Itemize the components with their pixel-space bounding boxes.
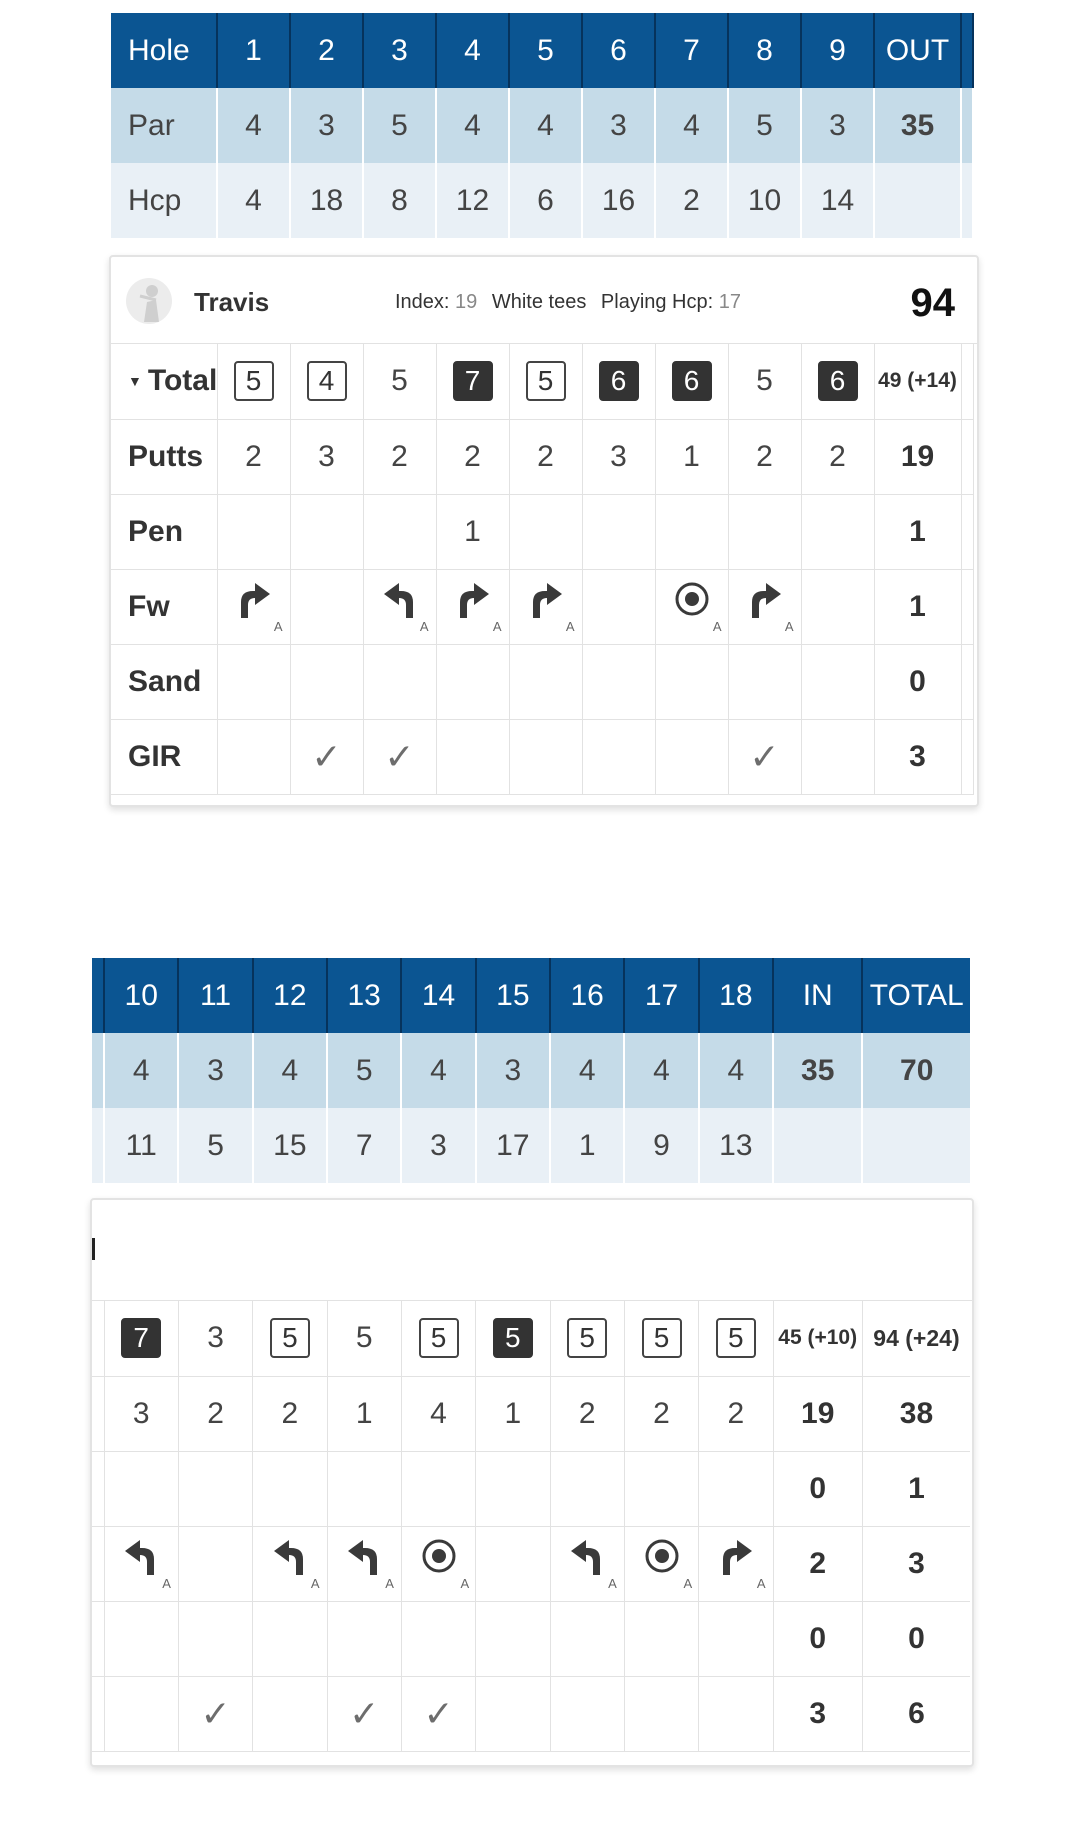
hcp-value: 9 [624, 1108, 698, 1183]
total-label: TOTAL [862, 958, 970, 1033]
player-header-back[interactable] [92, 1200, 972, 1301]
fw-row [92, 1526, 970, 1601]
fw-label: Fw [111, 569, 217, 644]
putts-value: 2 [436, 419, 509, 494]
fairway-miss-left-icon [273, 1537, 307, 1575]
pen-grand-total: 1 [862, 1451, 970, 1526]
putts-value: 2 [699, 1376, 773, 1451]
gir-grand-total: 6 [862, 1676, 970, 1751]
gir-in-total: 3 [773, 1676, 862, 1751]
cell-edge [961, 88, 973, 163]
score-cell[interactable] [728, 344, 801, 419]
gir-cell [178, 1676, 252, 1751]
fairway-subscript: A [756, 1575, 766, 1591]
pen-value [728, 494, 801, 569]
pen-value [801, 494, 874, 569]
score-value: 4 [307, 361, 347, 401]
putts-value: 2 [728, 419, 801, 494]
par-value: 4 [104, 1033, 178, 1108]
score-value: 5 [567, 1318, 607, 1358]
par-value: 4 [509, 88, 582, 163]
fairway-miss-right-icon [456, 580, 490, 618]
checkmark-icon: ✓ [384, 735, 415, 777]
fw-row [111, 569, 973, 644]
score-out-total: 49 (+14) [874, 344, 961, 419]
hcp-value: 13 [699, 1108, 773, 1183]
pen-value [509, 494, 582, 569]
fw-grand-total: 3 [862, 1526, 970, 1601]
checkmark-icon: ✓ [200, 1692, 231, 1734]
fairway-subscript: A [460, 1575, 470, 1591]
hole-number: 12 [253, 958, 327, 1033]
par-value: 4 [699, 1033, 773, 1108]
fairway-cell [509, 569, 582, 644]
hcp-value: 14 [801, 163, 874, 238]
putts-in-total: 19 [773, 1376, 862, 1451]
hcp-value: 15 [253, 1108, 327, 1183]
putts-value: 2 [217, 419, 290, 494]
hole-number: 1 [217, 13, 290, 88]
fairway-miss-left-icon [383, 580, 417, 618]
hcp-value: 18 [290, 163, 363, 238]
fairway-cell [550, 1526, 624, 1601]
sand-label: Sand [111, 644, 217, 719]
player-card-back [90, 1198, 974, 1767]
hcp-value: 5 [178, 1108, 252, 1183]
score-cell[interactable] [550, 1301, 624, 1376]
pen-value [290, 494, 363, 569]
player-name: Travis [194, 287, 270, 317]
putts-value: 3 [582, 419, 655, 494]
par-value: 4 [436, 88, 509, 163]
hcp-in-empty [773, 1108, 862, 1183]
fairway-cell [327, 1526, 401, 1601]
cell-edge [961, 344, 973, 419]
cell-edge [92, 1033, 104, 1108]
sand-row [111, 644, 973, 719]
hole-number: 13 [327, 958, 401, 1033]
score-cell[interactable] [178, 1301, 252, 1376]
pen-value [655, 494, 728, 569]
total-label: Total [147, 364, 218, 398]
fairway-cell [655, 569, 728, 644]
pen-value [363, 494, 436, 569]
gir-row [111, 719, 973, 794]
putts-grand-total: 38 [862, 1376, 970, 1451]
checkmark-icon: ✓ [349, 1692, 380, 1734]
fairway-subscript: A [565, 618, 575, 634]
cell-edge [92, 1301, 104, 1376]
hcp-value: 8 [363, 163, 436, 238]
score-in-total: 45 (+10) [773, 1301, 862, 1376]
putts-value: 2 [801, 419, 874, 494]
hcp-value: 2 [655, 163, 728, 238]
player-avatar [126, 278, 172, 324]
score-value: 5 [526, 361, 566, 401]
fairway-subscript: A [162, 1575, 171, 1591]
fairway-cell [436, 569, 509, 644]
putts-value: 2 [178, 1376, 252, 1451]
score-cell[interactable] [624, 1301, 698, 1376]
fairway-cell [624, 1526, 698, 1601]
putts-row [92, 1376, 970, 1451]
putts-value: 2 [624, 1376, 698, 1451]
hole-number: 10 [104, 958, 178, 1033]
fairway-cell [217, 569, 290, 644]
par-label: Par [111, 88, 217, 163]
fairway-miss-left-icon [570, 1537, 604, 1575]
index-value: 19 [455, 291, 478, 313]
hcp-value: 6 [509, 163, 582, 238]
player-header[interactable] [111, 257, 977, 344]
hole-number: 8 [728, 13, 801, 88]
cell-edge [961, 494, 973, 569]
cell-edge [92, 1526, 104, 1601]
score-value: 5 [642, 1318, 682, 1358]
fairway-subscript: A [273, 618, 283, 634]
gir-cell [401, 1676, 475, 1751]
hole-number: 14 [401, 958, 475, 1033]
score-value: 5 [716, 1318, 756, 1358]
score-value: 6 [599, 361, 639, 401]
score-value: 3 [207, 1321, 224, 1355]
cell-edge [961, 719, 973, 794]
hcp-value: 7 [327, 1108, 401, 1183]
putts-value: 2 [550, 1376, 624, 1451]
back-stats-table [92, 1301, 970, 1752]
playing-hcp-value: 17 [718, 291, 741, 313]
score-cell[interactable] [801, 344, 874, 419]
fairway-subscript: A [419, 618, 429, 634]
cut-off-glyph [92, 1238, 95, 1260]
par-row [92, 1033, 970, 1108]
putts-value: 2 [253, 1376, 327, 1451]
back-nine-info-table [92, 958, 970, 1183]
score-cell[interactable] [436, 344, 509, 419]
putts-row [111, 419, 973, 494]
cell-edge [92, 1108, 104, 1183]
hole-number: 11 [178, 958, 252, 1033]
fairway-hit-target-icon [644, 1538, 680, 1574]
tees-label: White tees [491, 291, 587, 313]
hole-number: 2 [290, 13, 363, 88]
cell-edge [961, 644, 973, 719]
pen-value [217, 494, 290, 569]
hole-row [111, 13, 973, 88]
pen-in-total: 0 [773, 1451, 862, 1526]
fairway-cell [104, 1526, 178, 1601]
hcp-value: 10 [728, 163, 801, 238]
score-value: 6 [672, 361, 712, 401]
par-grand-total: 70 [862, 1033, 970, 1108]
par-out-total: 35 [874, 88, 961, 163]
gir-out-total: 3 [874, 719, 961, 794]
total-row [92, 1301, 970, 1376]
index-label: Index: [395, 291, 450, 313]
score-cell[interactable] [582, 344, 655, 419]
score-value: 5 [355, 1321, 373, 1355]
fairway-subscript: A [683, 1575, 693, 1591]
hole-row [92, 958, 970, 1033]
par-value: 4 [550, 1033, 624, 1108]
hole-number: 18 [699, 958, 773, 1033]
fairway-miss-right-icon [237, 580, 271, 618]
gir-cell [290, 719, 363, 794]
hole-number: 17 [624, 958, 698, 1033]
cell-edge [961, 163, 973, 238]
sand-row [92, 1601, 970, 1676]
golfer-icon [126, 278, 172, 324]
hcp-value: 11 [104, 1108, 178, 1183]
hcp-value: 17 [476, 1108, 550, 1183]
fairway-cell [699, 1526, 773, 1601]
fairway-subscript: A [712, 618, 722, 634]
par-value: 4 [401, 1033, 475, 1108]
in-label: IN [773, 958, 862, 1033]
pen-row [92, 1451, 970, 1526]
cell-edge [92, 1676, 104, 1751]
cell-edge [961, 569, 973, 644]
pen-value [582, 494, 655, 569]
cell-edge [92, 1376, 104, 1451]
cell-edge [92, 1601, 104, 1676]
par-value: 3 [290, 88, 363, 163]
score-cell[interactable] [253, 1301, 327, 1376]
gir-cell [327, 1676, 401, 1751]
putts-label: Putts [111, 419, 217, 494]
out-label: OUT [874, 13, 961, 88]
par-value: 3 [476, 1033, 550, 1108]
front-nine-info-table [111, 13, 974, 238]
sand-in-total: 0 [773, 1601, 862, 1676]
pen-out-total: 1 [874, 494, 961, 569]
fairway-subscript: A [385, 1575, 394, 1591]
par-value: 3 [801, 88, 874, 163]
sand-grand-total: 0 [862, 1601, 970, 1676]
fairway-miss-right-icon [719, 1537, 753, 1575]
fairway-subscript: A [310, 1575, 320, 1591]
cell-edge [961, 419, 973, 494]
pen-label: Pen [111, 494, 217, 569]
total-row [111, 344, 973, 419]
hcp-value: 4 [217, 163, 290, 238]
score-value: 5 [270, 1318, 310, 1358]
hole-number: 5 [509, 13, 582, 88]
fairway-subscript: A [608, 1575, 617, 1591]
hole-number: 7 [655, 13, 728, 88]
gir-cell [363, 719, 436, 794]
score-cell[interactable] [363, 344, 436, 419]
checkmark-icon: ✓ [311, 735, 342, 777]
gir-label: GIR [111, 719, 217, 794]
pen-value: 1 [436, 494, 509, 569]
total-score: 94 [910, 281, 955, 325]
score-cell[interactable] [217, 344, 290, 419]
total-toggle[interactable] [111, 344, 217, 419]
hcp-value: 3 [401, 1108, 475, 1183]
gir-row [92, 1676, 970, 1751]
score-value: 7 [453, 361, 493, 401]
score-grand-total: 94 (+24) [862, 1301, 970, 1376]
fairway-subscript: A [784, 618, 794, 634]
par-value: 4 [217, 88, 290, 163]
score-cell[interactable] [290, 344, 363, 419]
score-value: 5 [419, 1318, 459, 1358]
hole-number: 6 [582, 13, 655, 88]
hole-number: 3 [363, 13, 436, 88]
player-card-front [109, 255, 979, 807]
score-value: 5 [756, 364, 773, 398]
fairway-cell [728, 569, 801, 644]
cell-edge [961, 13, 973, 88]
putts-value: 3 [290, 419, 363, 494]
fairway-hit-target-icon [674, 581, 710, 617]
fairway-cell [401, 1526, 475, 1601]
score-cell[interactable] [699, 1301, 773, 1376]
score-value: 5 [234, 361, 274, 401]
hole-number: 9 [801, 13, 874, 88]
score-value: 5 [391, 364, 408, 398]
putts-value: 3 [104, 1376, 178, 1451]
putts-value: 2 [363, 419, 436, 494]
score-cell[interactable] [655, 344, 728, 419]
hole-number: 4 [436, 13, 509, 88]
par-value: 5 [363, 88, 436, 163]
cell-edge [92, 958, 104, 1033]
fairway-subscript: A [492, 618, 502, 634]
hcp-row [111, 163, 973, 238]
score-cell[interactable] [509, 344, 582, 419]
par-value: 3 [582, 88, 655, 163]
score-cell[interactable] [476, 1301, 550, 1376]
fairway-miss-left-icon [124, 1537, 158, 1575]
hole-number: 15 [476, 958, 550, 1033]
par-value: 5 [327, 1033, 401, 1108]
cell-edge [92, 1451, 104, 1526]
score-cell[interactable] [401, 1301, 475, 1376]
hcp-row [92, 1108, 970, 1183]
par-value: 3 [178, 1033, 252, 1108]
fairway-cell [363, 569, 436, 644]
fairway-cell [253, 1526, 327, 1601]
putts-value: 1 [476, 1376, 550, 1451]
par-row [111, 88, 973, 163]
sand-out-total: 0 [874, 644, 961, 719]
par-in-total: 35 [773, 1033, 862, 1108]
score-value: 6 [818, 361, 858, 401]
hcp-total-empty [862, 1108, 970, 1183]
putts-value: 1 [327, 1376, 401, 1451]
checkmark-icon: ✓ [749, 735, 780, 777]
score-value: 7 [121, 1318, 161, 1358]
score-value: 5 [493, 1318, 533, 1358]
putts-value: 2 [509, 419, 582, 494]
hcp-out-empty [874, 163, 961, 238]
fairway-miss-left-icon [347, 1537, 381, 1575]
hole-number: 16 [550, 958, 624, 1033]
hole-label: Hole [111, 13, 217, 88]
putts-value: 4 [401, 1376, 475, 1451]
par-value: 4 [624, 1033, 698, 1108]
caret-down-icon: ▼ [128, 373, 142, 390]
putts-value: 1 [655, 419, 728, 494]
gir-cell [728, 719, 801, 794]
checkmark-icon: ✓ [423, 1692, 454, 1734]
par-value: 5 [728, 88, 801, 163]
score-cell[interactable] [327, 1301, 401, 1376]
fairway-hit-target-icon [421, 1538, 457, 1574]
putts-out-total: 19 [874, 419, 961, 494]
pen-row [111, 494, 973, 569]
hcp-label: Hcp [111, 163, 217, 238]
front-stats-table [111, 344, 974, 795]
score-cell[interactable] [104, 1301, 178, 1376]
hcp-value: 16 [582, 163, 655, 238]
fw-out-total: 1 [874, 569, 961, 644]
fw-in-total: 2 [773, 1526, 862, 1601]
par-value: 4 [655, 88, 728, 163]
par-value: 4 [253, 1033, 327, 1108]
fairway-miss-right-icon [748, 580, 782, 618]
fairway-miss-right-icon [529, 580, 563, 618]
hcp-value: 1 [550, 1108, 624, 1183]
playing-hcp-label: Playing Hcp: [600, 291, 714, 313]
hcp-value: 12 [436, 163, 509, 238]
